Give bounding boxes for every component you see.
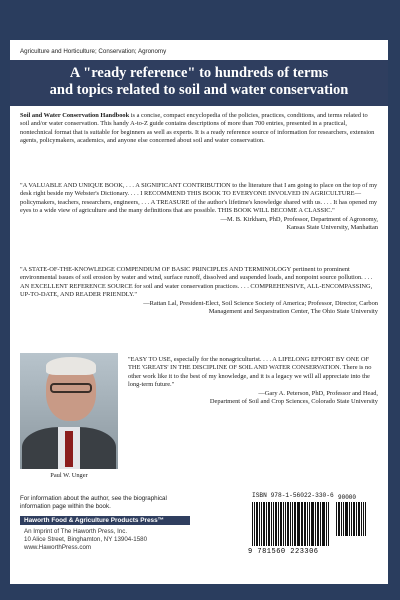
- book-title: Soil and Water Conservation Handbook: [20, 112, 130, 119]
- quote-attribution: Department of Soil and Crop Sciences, Colorado State University: [209, 398, 378, 406]
- quote-attribution: —Rattan Lal, President-Elect, Soil Science Society of America; Professor, Director, Carbon: [143, 299, 378, 307]
- quote-text: "EASY TO USE, especially for the nonagriculturist. . . . A LIFELONG EFFORT BY ONE OF THE 'GREATS' IN THE DISCIPLINE OF SOIL AND WATER CONSERVATION. There is no other work like it to the best of my knowledge, and it is a legacy we will all appreciate into the long-term future.": [128, 356, 372, 389]
- category-line: Agriculture and Horticulture; Conservation; Agronomy: [20, 48, 167, 55]
- quote-attribution: —Gary A. Peterson, PhD, Professor and Head,: [258, 389, 378, 397]
- address-line: 10 Alice Street, Binghamton, NY 13904-1580: [24, 536, 148, 543]
- publisher-address: [24, 528, 147, 552]
- headline-line-2: and topics related to soil and water conservation: [49, 82, 349, 98]
- book-description: [20, 112, 378, 146]
- headline-banner: [10, 60, 388, 106]
- barcode-addon-bars: [336, 502, 370, 536]
- isbn-number: ISBN 978-1-56022-330-6: [252, 492, 334, 499]
- quote-text: "A STATE-OF-THE-KNOWLEDGE COMPENDIUM OF BASIC PRINCIPLES AND TERMINOLOGY pertinent to prominent environmental issues of soil erosion by water and wind, surface runoff, dissolved and suspended loads, and nonpoint source pollution. . . . AN EXCELLENT REFERENCE SOURCE for soil and water conservation practices. . . . COMPREHENSIVE, ALL-ENCOMPASSING, UP-TO-DATE, AND READER FRIENDLY.": [20, 266, 373, 299]
- ean-number: 9 781560 223306: [248, 548, 319, 556]
- headline-line-1: A "ready reference" to hundreds of terms: [69, 65, 329, 81]
- publisher-website: www.HaworthPress.com: [24, 544, 92, 551]
- publisher-name: Haworth Food & Agriculture Products Press™: [20, 516, 190, 525]
- author-photo: [20, 353, 118, 469]
- author-caption: Paul W. Unger: [50, 472, 88, 479]
- quote-attribution: —M. B. Kirkham, PhD, Professor, Department of Agronomy,: [220, 215, 378, 223]
- review-quote: [20, 266, 378, 316]
- review-quote: [20, 182, 378, 232]
- quote-attribution: Management and Sequestration Center, The Ohio State University: [208, 308, 378, 316]
- description-text: is a concise, compact encyclopedia of the policies, practices, conditions, and terms related to soil and/or water conservation. This handy A-to-Z guide contains descriptions of more than 700 entries, presented in a practical, nontechnical format that is suitable for beginners as well as experts. It is a ready reference source of information for researchers, extension agents, policymakers, academics, and anyone else concerned about soil and water conservation.: [20, 112, 375, 145]
- back-cover: [10, 40, 388, 584]
- barcode: [242, 492, 378, 564]
- author-info-note: For information about the author, see the biographical information page within the book.: [20, 495, 167, 510]
- quote-attribution: Kansas State University, Manhattan: [286, 224, 378, 232]
- barcode-bars: [252, 502, 330, 546]
- barcode-addon-number: 90000: [338, 494, 357, 501]
- quote-text: "A VALUABLE AND UNIQUE BOOK, . . . A SIGNIFICANT CONTRIBUTION to the literature that I am going to place on the top of my desk right beside my Webster's Dictionary. . . . I RECOMMEND THIS BOOK TO EVERYONE INVOLVED IN AGRICULTURE—policymakers, teachers, researchers, engineers, . . . A TREASURE of the author's lifetime's knowledge shared with us. . . . It has opened my eyes to a wide view of agriculture and the many definitions that are possible. THIS BOOK WILL BECOME A CLASSIC.": [20, 182, 378, 215]
- address-line: An Imprint of The Haworth Press, Inc.: [24, 528, 128, 535]
- review-quote: [128, 356, 378, 406]
